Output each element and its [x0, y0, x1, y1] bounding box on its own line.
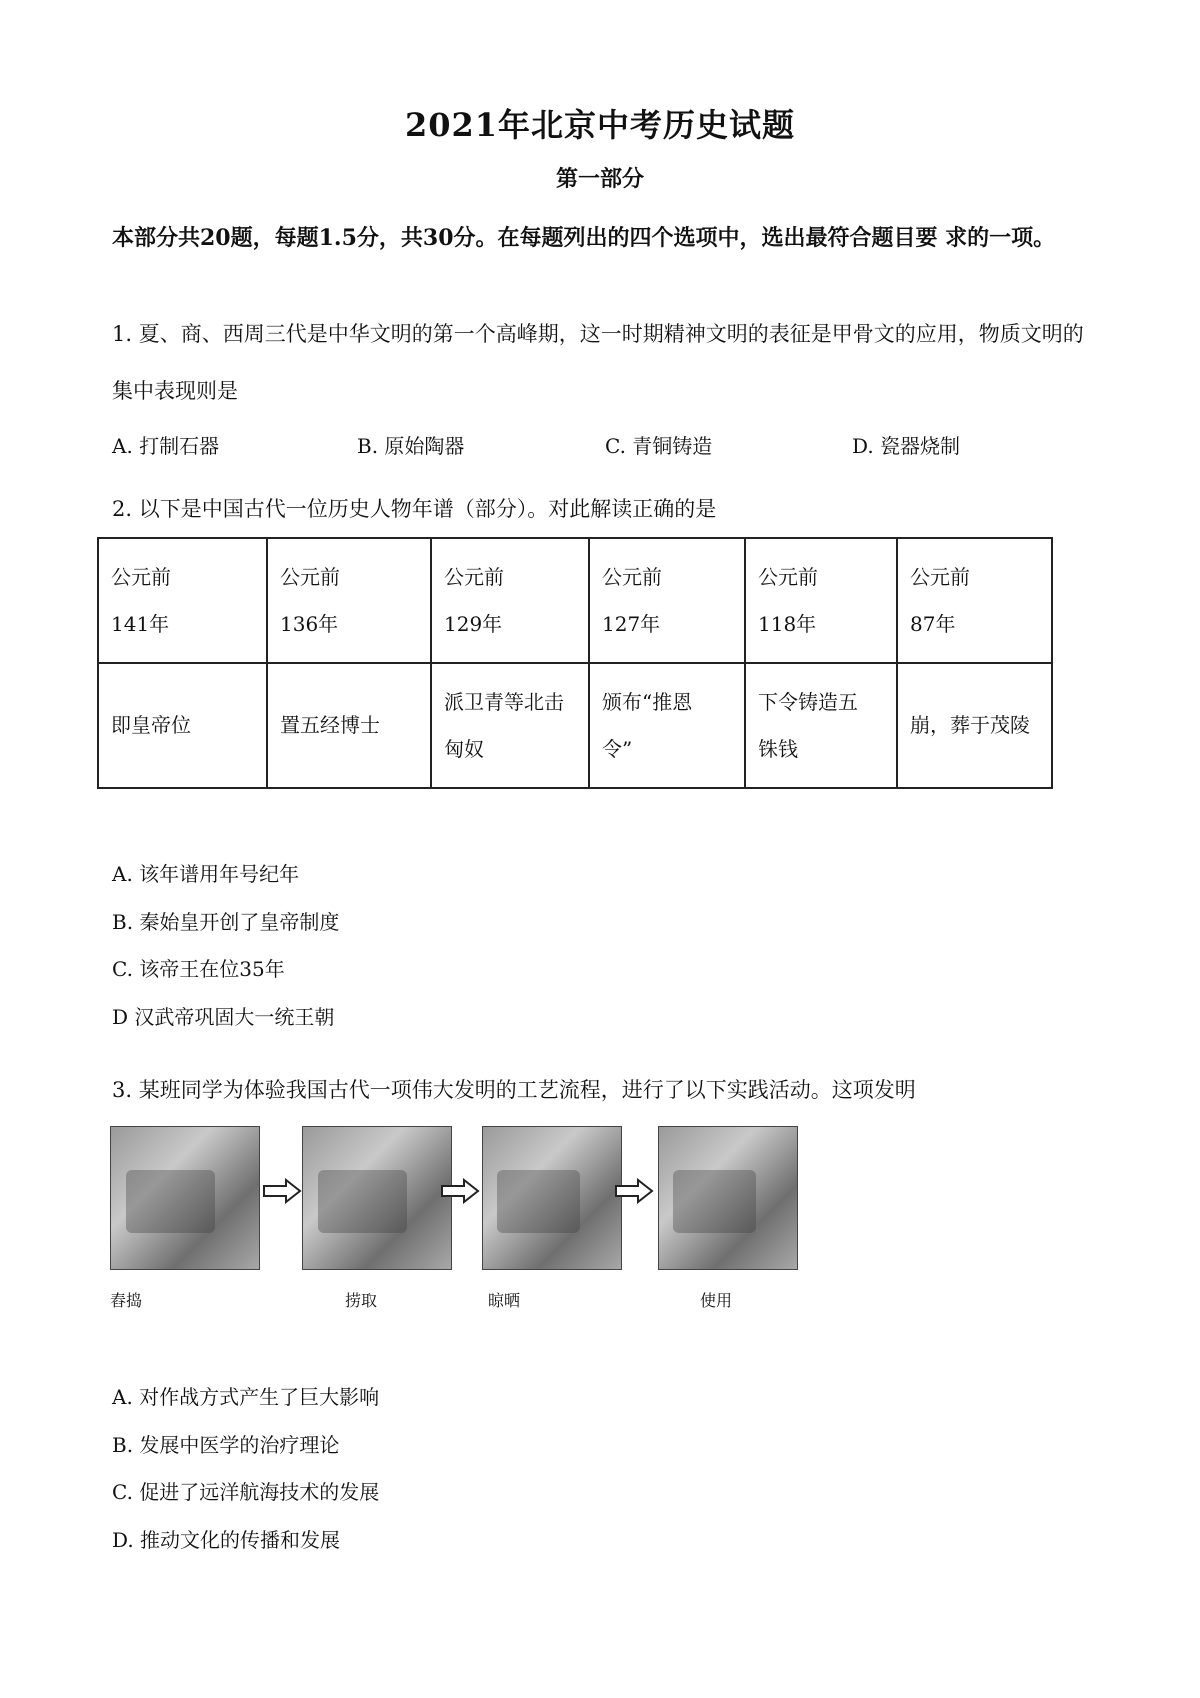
caption-scooping: 捞取: [345, 1291, 378, 1310]
table-cell: 公元前 129年: [431, 538, 589, 663]
q3-option-b: B. 发展中医学的治疗理论: [112, 1433, 340, 1457]
section-heading: 第一部分: [555, 166, 644, 192]
table-cell: 派卫青等北击 匈奴: [431, 663, 589, 788]
q1-option-b: B. 原始陶器: [357, 434, 465, 458]
using-photo: [658, 1126, 798, 1270]
papermaking-process-figure: [110, 1126, 810, 1276]
q1-option-a: A. 打制石器: [112, 434, 220, 458]
q2-option-a: A. 该年谱用年号纪年: [112, 862, 300, 886]
table-cell: 颁布“推恩 令”: [589, 663, 745, 788]
q1-stem-line2: 集中表现则是: [112, 379, 238, 403]
table-cell: 崩，葬于茂陵: [897, 663, 1052, 788]
arrow-right-icon: [614, 1178, 654, 1204]
chronology-table: [97, 537, 1053, 789]
q1-stem-line1: 1. 夏、商、西周三代是中华文明的第一个高峰期，这一时期精神文明的表征是甲骨文的应用，物质文明的: [112, 322, 1084, 346]
table-row-events: [98, 663, 1052, 788]
caption-pounding: 舂捣: [110, 1291, 143, 1310]
table-cell: 公元前 87年: [897, 538, 1052, 663]
table-row-years: [98, 538, 1052, 663]
drying-photo: [482, 1126, 622, 1270]
arrow-right-icon: [262, 1178, 302, 1204]
table-cell: 公元前 141年: [98, 538, 267, 663]
table-cell: 公元前 127年: [589, 538, 745, 663]
q2-option-c: C. 该帝王在位35年: [112, 957, 285, 981]
table-cell: 公元前 118年: [745, 538, 897, 663]
caption-drying: 晾晒: [488, 1291, 521, 1310]
q1-option-c: C. 青铜铸造: [605, 434, 713, 458]
q2-option-b: B. 秦始皇开创了皇帝制度: [112, 910, 340, 934]
table-cell: 公元前 136年: [267, 538, 431, 663]
arrow-right-icon: [440, 1178, 480, 1204]
caption-using: 使用: [700, 1291, 733, 1310]
page-title: 2021年北京中考历史试题: [404, 106, 796, 144]
section-instructions: 本部分共20题，每题1.5分，共30分。在每题列出的四个选项中，选出最符合题目要 求的一项。: [112, 225, 1056, 251]
q2-stem: 2. 以下是中国古代一位历史人物年谱（部分）。对此解读正确的是: [112, 497, 717, 521]
q3-option-a: A. 对作战方式产生了巨大影响: [112, 1385, 380, 1409]
table-cell: 下令铸造五 铢钱: [745, 663, 897, 788]
q2-option-d: D 汉武帝巩固大一统王朝: [112, 1005, 335, 1029]
q1-option-d: D. 瓷器烧制: [852, 434, 961, 458]
q3-option-c: C. 促进了远洋航海技术的发展: [112, 1480, 380, 1504]
table-cell: 即皇帝位: [98, 663, 267, 788]
q3-option-d: D. 推动文化的传播和发展: [112, 1528, 341, 1552]
table-cell: 置五经博士: [267, 663, 431, 788]
q3-stem: 3. 某班同学为体验我国古代一项伟大发明的工艺流程，进行了以下实践活动。这项发明: [112, 1078, 916, 1102]
pounding-photo: [110, 1126, 260, 1270]
scooping-photo: [302, 1126, 452, 1270]
